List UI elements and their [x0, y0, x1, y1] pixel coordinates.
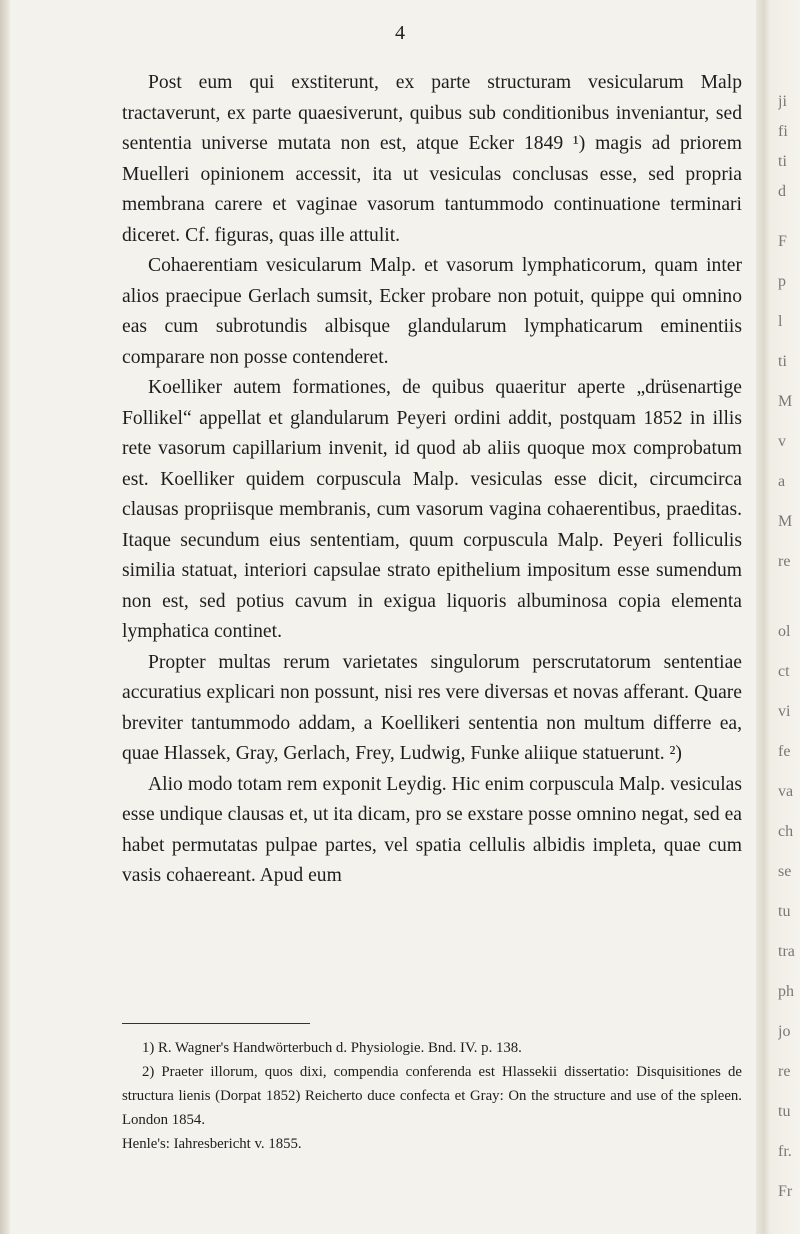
footnote-continuation: Henle's: Iahresbericht v. 1855.	[122, 1136, 302, 1152]
bleed-fragment: M	[778, 513, 793, 530]
bleed-fragment: re	[778, 1063, 791, 1080]
bleed-fragment: se	[778, 863, 792, 880]
bleed-fragment: fe	[778, 743, 791, 760]
page-number: 4	[395, 22, 405, 44]
bleed-fragment: re	[778, 553, 791, 570]
bleed-fragment: ti	[778, 353, 787, 370]
bleed-fragment: ji	[778, 93, 787, 110]
bleed-fragment: vi	[778, 703, 791, 720]
bleed-fragment: tra	[778, 943, 795, 960]
bleed-fragment: ti	[778, 153, 787, 170]
page-left-edge	[0, 0, 10, 1234]
bleed-fragment: ch	[778, 823, 794, 840]
bleed-fragment: fi	[778, 123, 788, 140]
paragraph-4: Propter multas rerum varietates singulorum perscrutatorum sententiae accuratius explicari non possunt, nisi res vere diversas et novas afferant. Quare breviter tantummodo addam, a Koellikeri sententia non multum differre ea, quae Hlassek, Gray, Gerlach, Frey, Ludwig, Funke aliique statuerunt. ²)	[122, 651, 742, 764]
bleed-fragment: Fr	[778, 1183, 793, 1200]
paragraph-1: Post eum qui exstiterunt, ex parte structuram vesicularum Malp tractaverunt, ex parte quaesiverunt, quibus sub conditionibus inveniantur, sed sententia universe mutata non est, atque Ecker 1849 ¹) magis ad priorem Muelleri opinionem accessit, ita ut vesiculas conclusas esse, sed propria membrana carere et vaginae vasorum tantummodo continuatione terminari diceret. Cf. figuras, quas ille attulit.	[122, 72, 742, 246]
bleed-fragment: v	[778, 433, 786, 450]
bleed-fragment: fr.	[778, 1143, 792, 1160]
bleed-fragment: M	[778, 393, 793, 410]
footnote-rule	[122, 1023, 310, 1024]
footnotes	[122, 1036, 742, 1156]
bleed-fragment: p	[778, 273, 786, 290]
bleed-fragment: a	[778, 473, 786, 490]
bleed-fragment: jo	[778, 1023, 791, 1040]
bleed-fragment: l	[778, 313, 783, 330]
bleed-fragment: ph	[778, 983, 794, 1000]
footnote-2: 2) Praeter illorum, quos dixi, compendia conferenda est Hlassekii dissertatio: Disquisitiones de structura lienis (Dorpat 1852) Reicherto duce confecta et Gray: On the structure and use of the spleen. London 1854.	[122, 1064, 742, 1128]
bleed-fragment: tu	[778, 1103, 791, 1120]
main-text	[122, 68, 742, 892]
paragraph-3: Koelliker autem formationes, de quibus quaeritur aperte „drüsenartige Follikel“ appellat et glandularum Peyeri ordini addit, postquam 1852 in illis rete vasorum capillarium invenit, id quod ab aliis quoque mox comprobatum est. Koelliker quidem corpuscula Malp. vesiculas esse dicit, circumcirca clausas propriisque membranis, cum vasorum vagina cohaerentibus, praeditas. Itaque secundum eius sententiam, quum corpuscula Malp. Peyeri folliculis similia statuat, interiori capsulae strato epithelium impositum esse sumendum non est, sed potius cavum in exigua liquoris albuminosa copia elementa lymphatica continet.	[122, 377, 742, 642]
paragraph-2: Cohaerentiam vesicularum Malp. et vasorum lymphaticorum, quam inter alios praecipue Gerlach sumsit, Ecker probare non potuit, quippe qui omnino eas cum subrotundis albisque glandularum lymphaticarum eminentiis comparare non posse contenderet.	[122, 255, 742, 368]
footnote-1: 1) R. Wagner's Handwörterbuch d. Physiologie. Bnd. IV. p. 138.	[142, 1040, 522, 1056]
bleed-fragment: ct	[778, 663, 790, 680]
bleed-fragment: d	[778, 183, 786, 200]
bleed-fragment: F	[778, 233, 787, 250]
paragraph-5: Alio modo totam rem exponit Leydig. Hic enim corpuscula Malp. vesiculas esse undique clausas et, ut ita dicam, pro se exstare posse omnino negat, sed ea habet permutatas pulpae partes, vel spatia cellulis albidis impleta, quae cum vasis cohaereant. Apud eum	[122, 773, 742, 886]
bleed-fragment: ol	[778, 623, 791, 640]
bleed-fragment: tu	[778, 903, 791, 920]
bleed-fragment: va	[778, 783, 794, 800]
